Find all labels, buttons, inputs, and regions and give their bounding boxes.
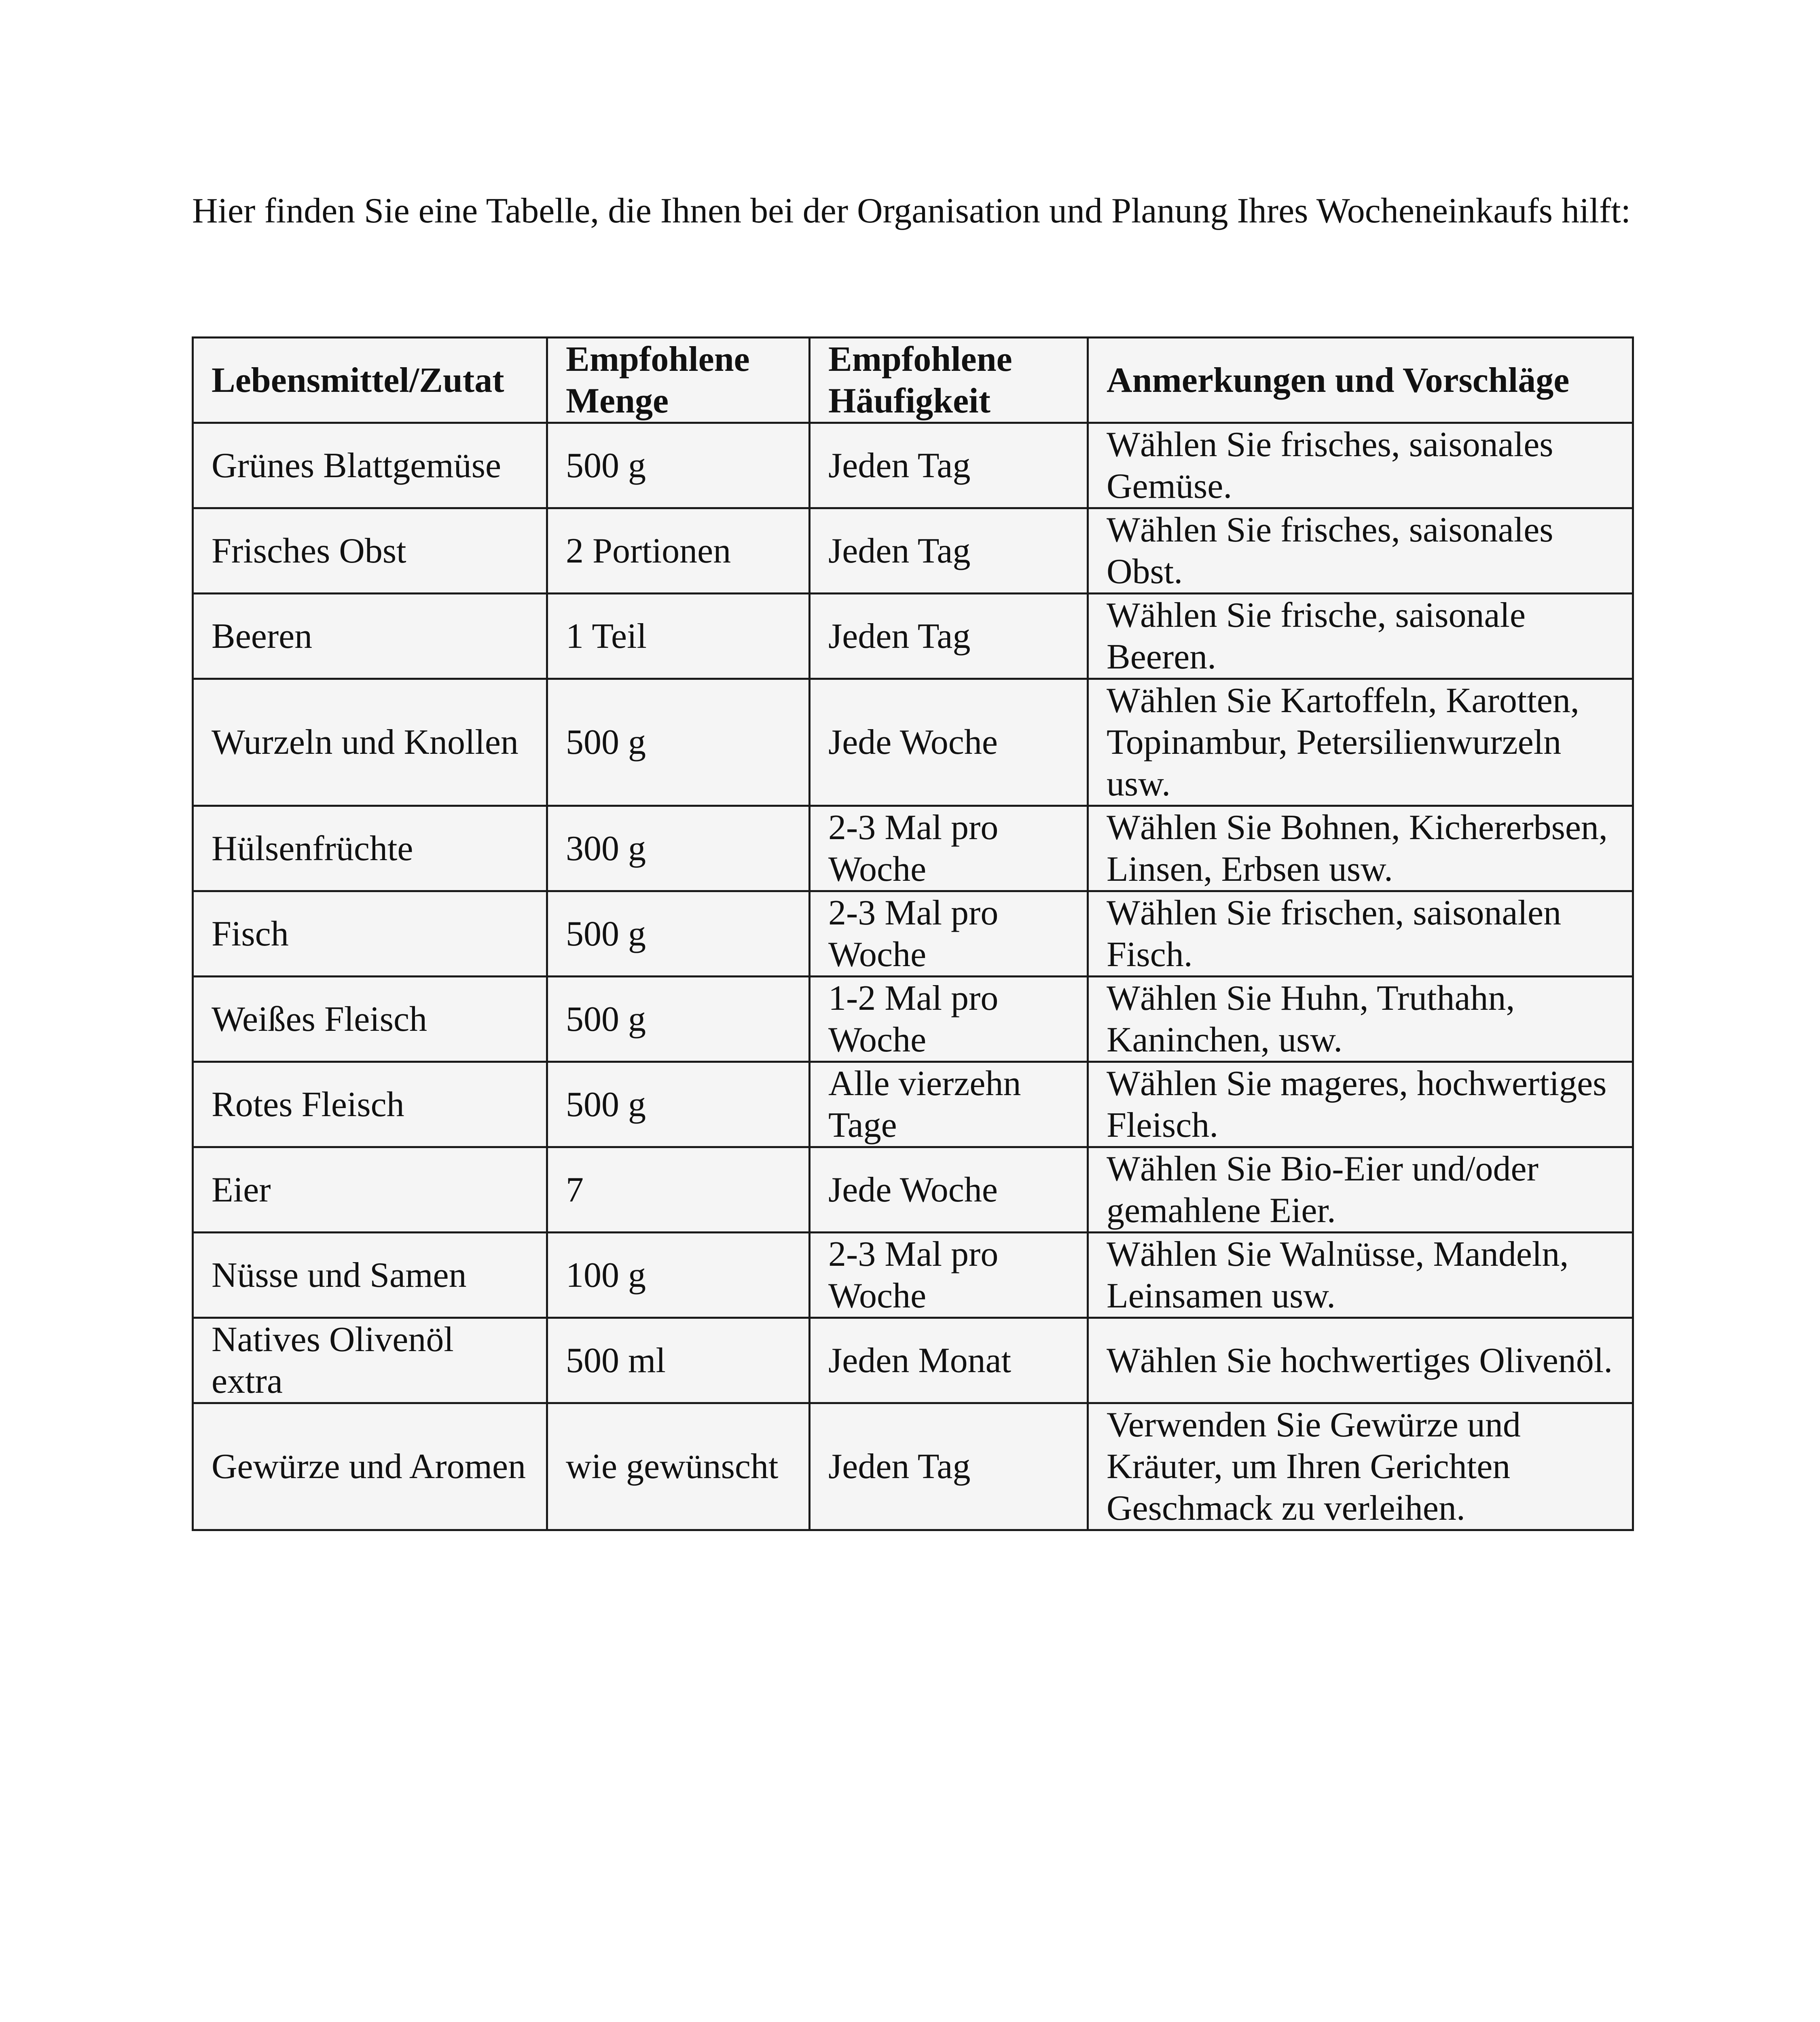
cell-food: Grünes Blattgemüse bbox=[193, 423, 547, 508]
table-header-row bbox=[193, 338, 1633, 423]
table-row bbox=[193, 679, 1633, 806]
column-header-frequency: Empfohlene Häufigkeit bbox=[810, 338, 1088, 423]
cell-notes: Wählen Sie frisches, saisonales Gemüse. bbox=[1088, 423, 1633, 508]
cell-amount: 2 Portionen bbox=[547, 508, 810, 594]
cell-food: Rotes Fleisch bbox=[193, 1062, 547, 1147]
cell-notes: Wählen Sie frisches, saisonales Obst. bbox=[1088, 508, 1633, 594]
cell-food: Eier bbox=[193, 1147, 547, 1233]
cell-notes: Wählen Sie Walnüsse, Mandeln, Leinsamen usw. bbox=[1088, 1233, 1633, 1318]
cell-amount: 500 g bbox=[547, 891, 810, 977]
table-row bbox=[193, 1233, 1633, 1318]
cell-frequency: 2-3 Mal pro Woche bbox=[810, 891, 1088, 977]
cell-amount: 300 g bbox=[547, 806, 810, 891]
cell-food: Gewürze und Aromen bbox=[193, 1403, 547, 1530]
cell-notes: Wählen Sie Huhn, Truthahn, Kaninchen, usw. bbox=[1088, 977, 1633, 1062]
cell-notes: Verwenden Sie Gewürze und Kräuter, um Ihren Gerichten Geschmack zu verleihen. bbox=[1088, 1403, 1633, 1530]
cell-amount: wie gewünscht bbox=[547, 1403, 810, 1530]
cell-frequency: Alle vierzehn Tage bbox=[810, 1062, 1088, 1147]
cell-amount: 500 g bbox=[547, 977, 810, 1062]
cell-notes: Wählen Sie Bio-Eier und/oder gemahlene Eier. bbox=[1088, 1147, 1633, 1233]
cell-amount: 500 g bbox=[547, 679, 810, 806]
table-row bbox=[193, 891, 1633, 977]
cell-food: Frisches Obst bbox=[193, 508, 547, 594]
cell-amount: 500 ml bbox=[547, 1318, 810, 1403]
cell-food: Natives Olivenöl extra bbox=[193, 1318, 547, 1403]
cell-notes: Wählen Sie frische, saisonale Beeren. bbox=[1088, 594, 1633, 679]
table-row bbox=[193, 1403, 1633, 1530]
column-header-amount: Empfohlene Menge bbox=[547, 338, 810, 423]
cell-notes: Wählen Sie Kartoffeln, Karotten, Topinambur, Petersilienwurzeln usw. bbox=[1088, 679, 1633, 806]
cell-frequency: Jeden Tag bbox=[810, 423, 1088, 508]
cell-frequency: 2-3 Mal pro Woche bbox=[810, 806, 1088, 891]
cell-food: Hülsenfrüchte bbox=[193, 806, 547, 891]
cell-notes: Wählen Sie frischen, saisonalen Fisch. bbox=[1088, 891, 1633, 977]
cell-food: Beeren bbox=[193, 594, 547, 679]
cell-notes: Wählen Sie Bohnen, Kichererbsen, Linsen, Erbsen usw. bbox=[1088, 806, 1633, 891]
cell-amount: 7 bbox=[547, 1147, 810, 1233]
cell-frequency: Jeden Monat bbox=[810, 1318, 1088, 1403]
cell-amount: 500 g bbox=[547, 423, 810, 508]
cell-food: Wurzeln und Knollen bbox=[193, 679, 547, 806]
cell-frequency: Jede Woche bbox=[810, 1147, 1088, 1233]
cell-frequency: 2-3 Mal pro Woche bbox=[810, 1233, 1088, 1318]
cell-amount: 100 g bbox=[547, 1233, 810, 1318]
table-row bbox=[193, 594, 1633, 679]
table-row bbox=[193, 1147, 1633, 1233]
intro-paragraph: Hier finden Sie eine Tabelle, die Ihnen bei der Organisation und Planung Ihres Wocheneinkaufs hilft: bbox=[192, 191, 1631, 231]
shopping-table bbox=[192, 336, 1634, 1531]
table-row bbox=[193, 1062, 1633, 1147]
cell-amount: 1 Teil bbox=[547, 594, 810, 679]
cell-frequency: Jeden Tag bbox=[810, 594, 1088, 679]
column-header-notes: Anmerkungen und Vorschläge bbox=[1088, 338, 1633, 423]
table-row bbox=[193, 977, 1633, 1062]
table-row bbox=[193, 423, 1633, 508]
cell-frequency: Jeden Tag bbox=[810, 1403, 1088, 1530]
table-row bbox=[193, 1318, 1633, 1403]
cell-frequency: Jeden Tag bbox=[810, 508, 1088, 594]
column-header-food: Lebensmittel/Zutat bbox=[193, 338, 547, 423]
cell-notes: Wählen Sie mageres, hochwertiges Fleisch. bbox=[1088, 1062, 1633, 1147]
cell-frequency: Jede Woche bbox=[810, 679, 1088, 806]
table-row bbox=[193, 806, 1633, 891]
cell-food: Weißes Fleisch bbox=[193, 977, 547, 1062]
cell-frequency: 1-2 Mal pro Woche bbox=[810, 977, 1088, 1062]
cell-amount: 500 g bbox=[547, 1062, 810, 1147]
table-row bbox=[193, 508, 1633, 594]
cell-notes: Wählen Sie hochwertiges Olivenöl. bbox=[1088, 1318, 1633, 1403]
cell-food: Nüsse und Samen bbox=[193, 1233, 547, 1318]
cell-food: Fisch bbox=[193, 891, 547, 977]
